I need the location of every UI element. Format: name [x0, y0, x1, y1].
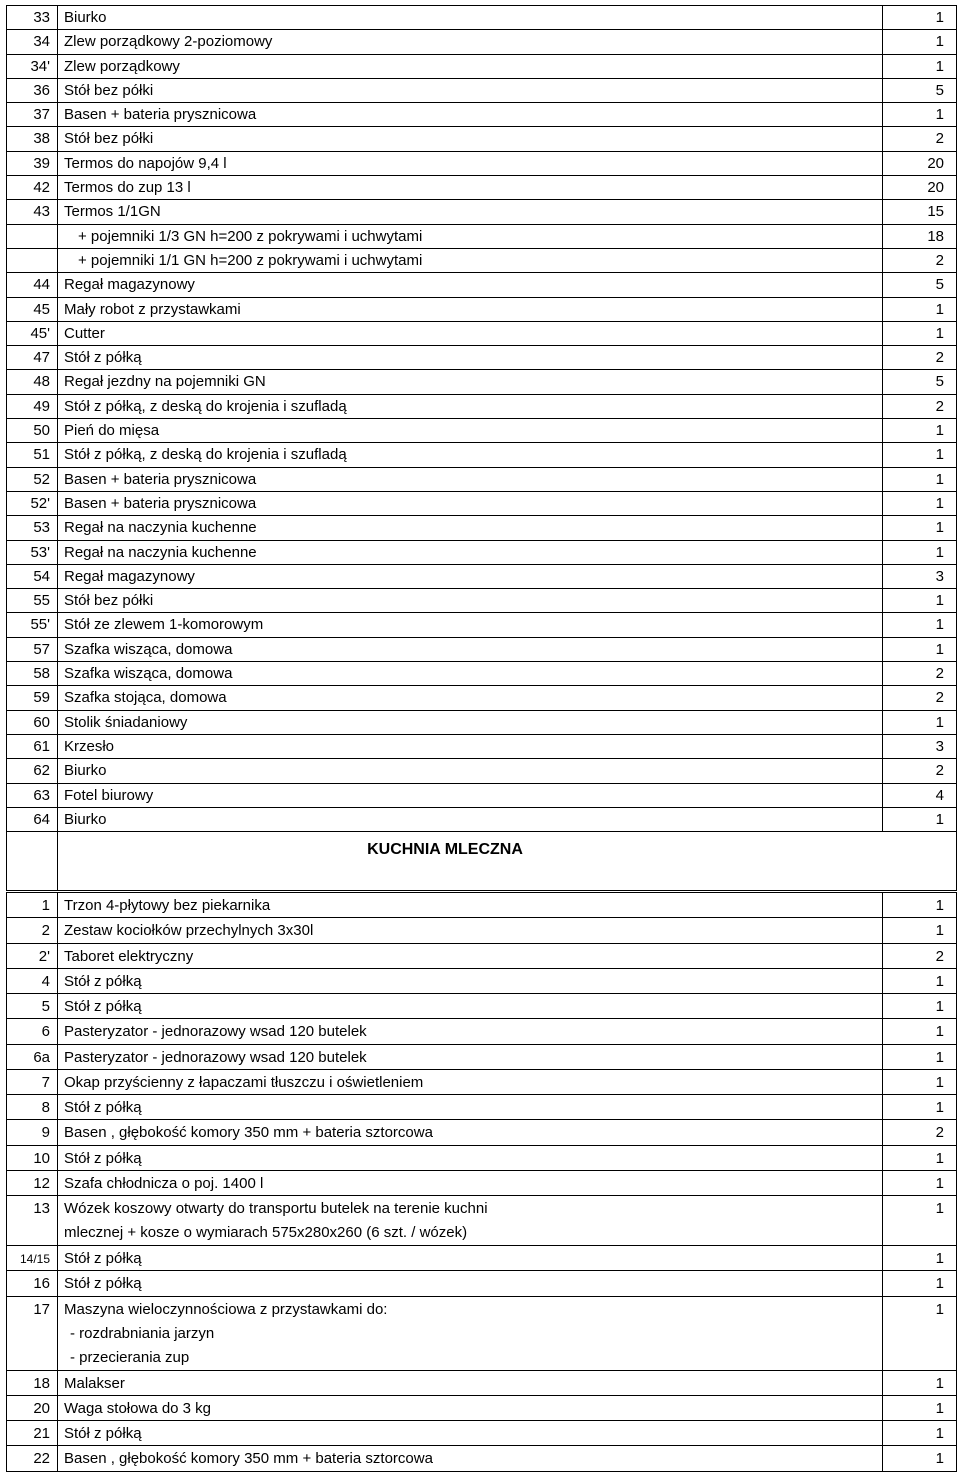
- item-number: 63: [7, 783, 58, 807]
- item-number: 45': [7, 321, 58, 345]
- item-quantity: 2: [883, 127, 957, 151]
- item-number: 45: [7, 297, 58, 321]
- item-quantity: 2: [883, 248, 957, 272]
- item-number: 10: [7, 1145, 58, 1170]
- item-quantity: 2: [883, 662, 957, 686]
- table-row: [7, 1170, 957, 1195]
- equipment-list: [6, 5, 956, 1472]
- table-row: [7, 491, 957, 515]
- equipment-group-kuchnia-mleczna: [7, 892, 957, 1472]
- table-row: [7, 1421, 957, 1446]
- item-number: 16: [7, 1271, 58, 1296]
- item-number: [7, 224, 58, 248]
- equipment-table: [6, 5, 957, 1472]
- item-name: [58, 1421, 883, 1446]
- table-row: [7, 6, 957, 30]
- item-name: Biurko: [58, 807, 883, 831]
- item-number: 47: [7, 346, 58, 370]
- item-name: [58, 1246, 883, 1271]
- table-row: [7, 918, 957, 943]
- item-quantity: 1: [883, 892, 957, 918]
- item-number: 53': [7, 540, 58, 564]
- table-row: [7, 1271, 957, 1296]
- item-quantity: 1: [883, 1044, 957, 1069]
- item-number: 52': [7, 491, 58, 515]
- table-row: [7, 30, 957, 54]
- table-row: [7, 516, 957, 540]
- table-row: [7, 297, 957, 321]
- table-row: [7, 994, 957, 1019]
- table-row: [7, 589, 957, 613]
- table-row: [7, 1395, 957, 1420]
- table-row: [7, 370, 957, 394]
- item-quantity: 5: [883, 370, 957, 394]
- item-name: Basen + bateria prysznicowa: [58, 467, 883, 491]
- item-name-line: - przecierania zup: [70, 1348, 190, 1366]
- item-name-line: Maszyna wieloczynnościowa z przystawkami do:: [64, 1300, 388, 1318]
- item-name-line: Basen , głębokość komory 350 mm + bateria sztorcowa: [64, 1124, 433, 1142]
- table-row: [7, 321, 957, 345]
- item-name-line: Malakser: [64, 1374, 125, 1392]
- item-name: [58, 1019, 883, 1044]
- item-number: 8: [7, 1095, 58, 1120]
- item-quantity: 1: [883, 321, 957, 345]
- item-quantity: 1: [883, 419, 957, 443]
- item-number: 54: [7, 564, 58, 588]
- item-name: [58, 1446, 883, 1471]
- table-row: [7, 662, 957, 686]
- item-name-line: Pasteryzator - jednorazowy wsad 120 butelek: [64, 1023, 367, 1041]
- item-number: 22: [7, 1446, 58, 1471]
- item-number: 1: [7, 892, 58, 918]
- table-row: [7, 1145, 957, 1170]
- item-name: Stół ze zlewem 1-komorowym: [58, 613, 883, 637]
- item-number: 50: [7, 419, 58, 443]
- item-quantity: 1: [883, 589, 957, 613]
- table-row: [7, 103, 957, 127]
- item-name: [58, 943, 883, 968]
- item-quantity: 1: [883, 54, 957, 78]
- item-name: [58, 918, 883, 943]
- table-row: [7, 734, 957, 758]
- item-name-line: Taboret elektryczny: [64, 947, 194, 965]
- table-row: [7, 200, 957, 224]
- item-number: 34': [7, 54, 58, 78]
- item-quantity: 1: [883, 1145, 957, 1170]
- item-quantity: 2: [883, 1120, 957, 1145]
- item-number: 62: [7, 759, 58, 783]
- item-quantity: 1: [883, 540, 957, 564]
- item-quantity: 4: [883, 783, 957, 807]
- item-quantity: 5: [883, 78, 957, 102]
- item-number: 4: [7, 968, 58, 993]
- item-name: Regał na naczynia kuchenne: [58, 540, 883, 564]
- item-quantity: 1: [883, 994, 957, 1019]
- table-row: [7, 686, 957, 710]
- item-number: 6a: [7, 1044, 58, 1069]
- item-number: 51: [7, 443, 58, 467]
- item-quantity: 1: [883, 1069, 957, 1094]
- item-number: 64: [7, 807, 58, 831]
- item-number: 57: [7, 637, 58, 661]
- table-row: [7, 127, 957, 151]
- item-number: 5: [7, 994, 58, 1019]
- item-quantity: 1: [883, 1095, 957, 1120]
- item-number: 18: [7, 1370, 58, 1395]
- table-row: [7, 1296, 957, 1370]
- item-quantity: 1: [883, 1271, 957, 1296]
- item-name: Stolik śniadaniowy: [58, 710, 883, 734]
- item-name-line: Zestaw kociołków przechylnych 3x30l: [64, 922, 314, 940]
- item-name-line: Stół z półką: [64, 1275, 142, 1293]
- item-name: Regał jezdny na pojemniki GN: [58, 370, 883, 394]
- item-number: 36: [7, 78, 58, 102]
- item-number: 34: [7, 30, 58, 54]
- item-number: 44: [7, 273, 58, 297]
- item-name: Termos 1/1GN: [58, 200, 883, 224]
- item-name-line: Stół z półką: [64, 972, 142, 990]
- item-quantity: 1: [883, 918, 957, 943]
- table-row: [7, 273, 957, 297]
- item-quantity: 1: [883, 491, 957, 515]
- item-name: Stół bez półki: [58, 78, 883, 102]
- item-number: 55': [7, 613, 58, 637]
- item-name: Szafka wisząca, domowa: [58, 637, 883, 661]
- table-row: [7, 1019, 957, 1044]
- table-row: [7, 176, 957, 200]
- item-quantity: 1: [883, 30, 957, 54]
- item-name: Stół z półką: [58, 346, 883, 370]
- item-name: [58, 1145, 883, 1170]
- item-quantity: 15: [883, 200, 957, 224]
- item-name: [58, 968, 883, 993]
- item-name: [58, 1095, 883, 1120]
- table-row: [7, 248, 957, 272]
- item-number: 55: [7, 589, 58, 613]
- item-name: Regał magazynowy: [58, 564, 883, 588]
- item-number: 48: [7, 370, 58, 394]
- table-row: [7, 943, 957, 968]
- item-quantity: 1: [883, 443, 957, 467]
- table-row: [7, 467, 957, 491]
- item-quantity: 1: [883, 1421, 957, 1446]
- item-name: Cutter: [58, 321, 883, 345]
- item-number: 39: [7, 151, 58, 175]
- item-number: 17: [7, 1296, 58, 1370]
- item-number: 61: [7, 734, 58, 758]
- item-quantity: 20: [883, 151, 957, 175]
- item-quantity: 1: [883, 1170, 957, 1195]
- item-number: 6: [7, 1019, 58, 1044]
- item-name: Stół bez półki: [58, 127, 883, 151]
- item-quantity: 3: [883, 734, 957, 758]
- item-name: Stół z półką, z deską do krojenia i szufladą: [58, 443, 883, 467]
- item-name: [58, 1370, 883, 1395]
- item-name: [58, 1069, 883, 1094]
- table-row: [7, 151, 957, 175]
- table-row: [7, 443, 957, 467]
- item-number: 42: [7, 176, 58, 200]
- table-row: [7, 346, 957, 370]
- item-name: [58, 892, 883, 918]
- item-number: [7, 248, 58, 272]
- item-name: Fotel biurowy: [58, 783, 883, 807]
- table-row: [7, 540, 957, 564]
- item-name: Basen + bateria prysznicowa: [58, 491, 883, 515]
- item-quantity: 1: [883, 807, 957, 831]
- item-quantity: 1: [883, 103, 957, 127]
- item-name: [58, 1196, 883, 1246]
- item-quantity: 1: [883, 1446, 957, 1471]
- item-number: 49: [7, 394, 58, 418]
- item-name: Stół z półką, z deską do krojenia i szufladą: [58, 394, 883, 418]
- item-name-line: Basen , głębokość komory 350 mm + bateria sztorcowa: [64, 1450, 433, 1468]
- item-name: [58, 1170, 883, 1195]
- item-name: [58, 1296, 883, 1370]
- table-row: [7, 1120, 957, 1145]
- item-number: 13: [7, 1196, 58, 1246]
- item-name-line: - rozdrabniania jarzyn: [70, 1324, 215, 1342]
- table-row: [7, 1044, 957, 1069]
- item-name-line: mlecznej + kosze o wymiarach 575x280x260 (6 szt. / wózek): [64, 1224, 468, 1242]
- item-name: Zlew porządkowy: [58, 54, 883, 78]
- item-number: 9: [7, 1120, 58, 1145]
- item-name-line: Trzon 4-płytowy bez piekarnika: [64, 897, 271, 915]
- table-row: [7, 419, 957, 443]
- table-row: [7, 78, 957, 102]
- item-number: 2': [7, 943, 58, 968]
- item-name: Zlew porządkowy 2-poziomowy: [58, 30, 883, 54]
- item-number: 12: [7, 1170, 58, 1195]
- item-name-line: Waga stołowa do 3 kg: [64, 1399, 212, 1417]
- item-name-line: Szafa chłodnicza o poj. 1400 l: [64, 1174, 264, 1192]
- item-number: 14/15: [7, 1246, 58, 1271]
- table-row: [7, 892, 957, 918]
- section-title-text: KUCHNIA MLECZNA: [367, 841, 523, 859]
- item-name: Termos do zup 13 l: [58, 176, 883, 200]
- item-quantity: 2: [883, 346, 957, 370]
- item-name-line: Pasteryzator - jednorazowy wsad 120 butelek: [64, 1048, 367, 1066]
- item-quantity: 1: [883, 1196, 957, 1246]
- item-name: Biurko: [58, 6, 883, 30]
- item-number: 37: [7, 103, 58, 127]
- item-name: Szafka stojąca, domowa: [58, 686, 883, 710]
- item-quantity: 1: [883, 1296, 957, 1370]
- table-row: [7, 710, 957, 734]
- item-quantity: 2: [883, 759, 957, 783]
- table-row: [7, 1370, 957, 1395]
- item-name-line: Stół z półką: [64, 1425, 142, 1443]
- item-quantity: 1: [883, 1246, 957, 1271]
- item-quantity: 1: [883, 1019, 957, 1044]
- section-title: [58, 832, 957, 892]
- item-quantity: 1: [883, 637, 957, 661]
- table-row: [7, 637, 957, 661]
- item-quantity: 1: [883, 6, 957, 30]
- item-quantity: 1: [883, 613, 957, 637]
- item-quantity: 2: [883, 686, 957, 710]
- item-number: 53: [7, 516, 58, 540]
- table-row: [7, 224, 957, 248]
- item-number: 7: [7, 1069, 58, 1094]
- item-name-line: Stół z półką: [64, 1250, 142, 1268]
- item-name: Biurko: [58, 759, 883, 783]
- item-name-line: Okap przyścienny z łapaczami tłuszczu i oświetleniem: [64, 1073, 424, 1091]
- item-number: 38: [7, 127, 58, 151]
- table-row: [7, 1069, 957, 1094]
- item-quantity: 1: [883, 1370, 957, 1395]
- item-quantity: 1: [883, 297, 957, 321]
- table-row: [7, 54, 957, 78]
- item-name: Termos do napojów 9,4 l: [58, 151, 883, 175]
- item-number: 58: [7, 662, 58, 686]
- item-number: 21: [7, 1421, 58, 1446]
- item-number: 33: [7, 6, 58, 30]
- table-row: [7, 564, 957, 588]
- item-name: Stół bez półki: [58, 589, 883, 613]
- table-row: [7, 807, 957, 831]
- table-row: [7, 1196, 957, 1246]
- item-quantity: 1: [883, 516, 957, 540]
- table-row: [7, 968, 957, 993]
- table-row: [7, 783, 957, 807]
- item-name: + pojemniki 1/3 GN h=200 z pokrywami i uchwytami: [58, 224, 883, 248]
- item-name: + pojemniki 1/1 GN h=200 z pokrywami i uchwytami: [58, 248, 883, 272]
- item-quantity: 18: [883, 224, 957, 248]
- section-header-row: [7, 832, 957, 892]
- item-name: [58, 1395, 883, 1420]
- item-quantity: 5: [883, 273, 957, 297]
- table-row: [7, 759, 957, 783]
- item-name: [58, 1271, 883, 1296]
- item-name: Regał na naczynia kuchenne: [58, 516, 883, 540]
- item-quantity: 20: [883, 176, 957, 200]
- table-row: [7, 394, 957, 418]
- item-name: Mały robot z przystawkami: [58, 297, 883, 321]
- item-name: Pień do mięsa: [58, 419, 883, 443]
- item-name: Regał magazynowy: [58, 273, 883, 297]
- item-quantity: 2: [883, 394, 957, 418]
- equipment-group-main: [7, 6, 957, 832]
- item-number: 60: [7, 710, 58, 734]
- table-row: [7, 1095, 957, 1120]
- item-number: 59: [7, 686, 58, 710]
- item-quantity: 1: [883, 467, 957, 491]
- item-quantity: 3: [883, 564, 957, 588]
- item-number: 20: [7, 1395, 58, 1420]
- item-name-line: Stół z półką: [64, 998, 142, 1016]
- item-number: 52: [7, 467, 58, 491]
- table-row: [7, 1446, 957, 1471]
- item-name-line: Stół z półką: [64, 1149, 142, 1167]
- item-name-line: Wózek koszowy otwarty do transportu butelek na terenie kuchni: [64, 1200, 488, 1218]
- item-name: Basen + bateria prysznicowa: [58, 103, 883, 127]
- item-quantity: 2: [883, 943, 957, 968]
- item-name: [58, 994, 883, 1019]
- item-quantity: 1: [883, 710, 957, 734]
- item-name: Krzesło: [58, 734, 883, 758]
- item-quantity: 1: [883, 968, 957, 993]
- item-name: Szafka wisząca, domowa: [58, 662, 883, 686]
- item-number: 2: [7, 918, 58, 943]
- item-name-line: Stół z półką: [64, 1099, 142, 1117]
- item-number: 43: [7, 200, 58, 224]
- item-name: [58, 1044, 883, 1069]
- item-name: [58, 1120, 883, 1145]
- item-quantity: 1: [883, 1395, 957, 1420]
- table-row: [7, 1246, 957, 1271]
- table-row: [7, 613, 957, 637]
